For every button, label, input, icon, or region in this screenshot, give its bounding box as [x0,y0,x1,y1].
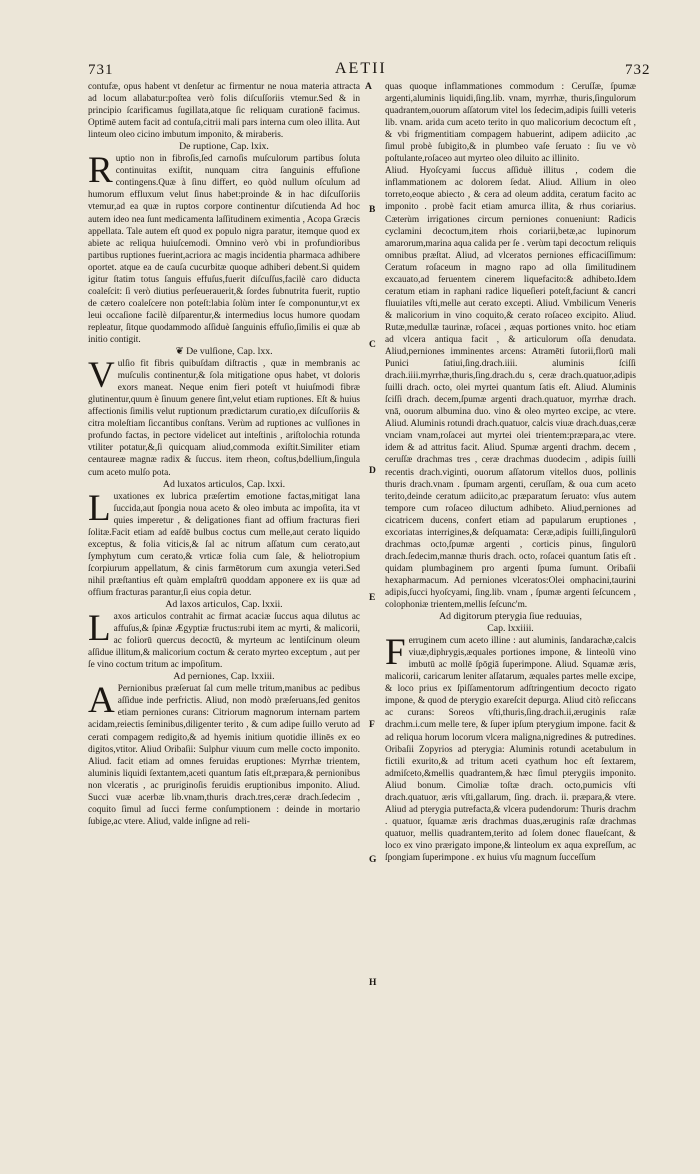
chapter-heading: Ad perniones, Cap. lxxiii. [173,671,275,683]
paragraph: Laxos articulos contrahit ac firmat acaciæ ſuccus aqua dilutus ac affuſus,& ſpinæ Ægyptiæ fructus:rubi item ac myrti, & malicorii, ac foliorū quercus decoctū, & myrteum ac lentiſcinum oleum aſſidue illitum,& malicorium coctum & cerato myrteo exceptum , aut per ſe vino coctum tritum ac impoſitum. [88,608,360,671]
margin-marker-f: F [369,720,375,730]
margin-marker-d: D [369,466,376,476]
chapter-heading: De ruptione, Cap. lxix. [179,141,269,153]
paragraph: quas quoque inflammationes commodum : Ceruſſæ, ſpumæ argenti,aluminis liquidi,ſing.lib. vnam, myrrhæ, thuris,ſingulorum quadrantem,ouorum aſſatorum vitel los ſedecim,adipis ſuilli veteris lib. vnam. arida cum aceto terito in quo malicorium decoctum eſt , & vbi frigmentitiam compagem habuerint, adipem adiicito ,ac ſimul probè ſubigito,& in plumbeo vaſe ſeruato : ſiu ve vò poſtulante,roſaceo aut myrteo oleo diluito ac illinito. [385,82,636,165]
chapter-heading: Ad luxatos articulos, Cap. lxxi. [162,478,286,490]
paragraph: Aliud. Hyoſcyami ſuccus aſſiduè illitus , codem die inflammationem ac dolorem ſedat. Aliud. Allium in oleo torreto,eoque abiecto , & cera ad oleum addita, ceratum facito ac imponito . probè facit etiam amurca illita, & rhus coriarius. Cæterùm irrigationes circum perniones conueniunt: Radicis cyclamini decoctum,item rhois coriarii,betæ,ac lupinorum amarorum,marina aqua calida per ſe . verùm tapi decoctum reliquis omnibus præſtat. Aliud, ad vlceratos perniones efficaciſſimum: Ceratum roſaceum in magno rapo ad olla ſimilitudinem excauato,ad feruentem cinerem liquefacito:& adhibeto.Idem ceratum etiam in raphani radice liqueſieri poteſt,faciunt & cancri fluuiatiles vſti,melle aut cerato excepti. Aliud. Vmbilicum Veneris & malicorium in vino coquito,& cerato roſaceo excipito. Aliud. Rutæ,medullæ taurinæ, roſacei , æquas portiones vnito. hoc etiam ad vlcera antiqua facit , & articulorum oſſa denudata. Aliud,perniones imminentes arcens: Atramēti ſutorii,florū mali Punici ſatiui,ſing.drach.iiii. aluminis ſciſſi drach.iiii.myrrhæ,thuris,ſing.drach.du s, ceræ drach.quatuor,adipis ſuilli drach. octo, olei myrtei quantum ſatis eſt. Aliud. Aluminis ſciſſi drach. decem,ſpumæ argenti drach.quatuor, myrrhæ drach. vnā, ouorum albumina duo. vino & oleo myrteo excipe, ac vtere. Aliud. Aluminis rotundi drach.quatuor, calcis viuæ drach.duas,ceræ vnciam vnam,roſacei aut myrtei olei trientem:præpara,ac vtere. idem & ad attritus facit. Aliud. Spumæ argenti drachm. decem , ceruſſæ drachmas tres , ceræ drachmas duodecim , adipis ſuilli recentis drach.viginti, ouorum aſſatorum vitellos duos, pollinis thuris drach.vnam . ſpumam argenti, ceruſſam, & oua cum aceto terito,deinde ceratum adiicito,ac præparatum ſeruato: vſus autem tempore cum roſaceo diluctum adhibeto. Aliud,perniones ad cicatricem ducens, confert etiam ad papularum eruptiones , excoriatas interrigines,& deſquamata: Ceræ,adipis ſuilli,ſingulorū drachmas octo,ſpumæ argenti , corticis pinus, ſingulorū drach.ſedecim,mannæ thuris drach. octo, roſacei quantum ſatis eſt . quidam plumbaginem pro argenti ſpuma ſumunt. Oribaſii hexapharmacum. Ad perniones vlceratos:Olei omphacini,taurini adipis,ſucci hyoſcyami, ſing.lib. vnam , ſpumæ argenti ſeſcuncem , colophoniæ trientem,mellis ſeſcunc'm. [385,166,636,611]
chapter-heading: ❦ De vulſione, Cap. lxx. [175,346,273,358]
paragraph: APernionibus præſeruat ſal cum melle tritum,manibus ac pedibus aſſidue inde perfrictis. Aliud, non modò præſeruans,ſed genitos etiam perniones curans: Citriorum magnorum internam partem acidam,reiectis ſeminibus,diligenter terito , & cum adipe ſuillo veruto ad cerati compagem redigito,& ad hyemis initium quotidie illinēs ex eo digitos,vtitor. Aliud Oribaſii: Sulphur viuum cum melle cocto imponito. Aliud. facit etiam ad omnes feruidas eruptiones: Myrrhæ trientem, aluminis liquidi ſextantem,aceti quantum ſatis eſt,præpara,& pernionibus non vlceratis , ac pruriginoſis feruidis eruptionibus imponito. Aliud. Succi vuæ acerbæ lib.vnam,thuris drach.tres,ceræ drach.ſedecim , coquito ſimul ad ſucci ferme conſumptionem : deinde in mortario ſubige,ac vtere. Aliud, valde inſigne ad reli- [88,680,360,827]
margin-marker-b: B [369,205,376,215]
paragraph: Vulſio fit fibris quibuſdam diſtractis , quæ in membranis ac muſculis continentur,& ſola mitigatione opus habet, vt doloris exors maneat. Neque enim fieri poteſt vt huiuſmodi fibræ glutinentur,quum è ſinuum genere ſint,velut etiam ruptiones. Eſt & huius affectionis ſimilis velut ruptionum prædictarum curatio,ex diſcuſſoriis & citra moleſtiam ſiccantibus conſtans. Verùm ad ruptiones ac vulſiones in profundo factas, in pectore videlicet aut inteſtinis , ariſtolochia rotunda vtiliter potatur,&,ſi quicquam aliud,commoda exiſtit.Similiter etiam centaureæ magnæ radix & ſuccus. item rheon, coſtus,bdellium,ſingula cum aceto mulſo pota. [88,355,360,478]
margin-marker-a: A [365,82,372,92]
chapter-number: Cap. lxxiiii. [487,623,534,635]
margin-marker-h: H [369,978,377,988]
left-column [88,81,360,828]
chapter-heading: Ad laxos articulos, Cap. lxxii. [165,599,283,611]
page-number-left: 731 [88,62,114,78]
margin-marker-g: G [369,855,377,865]
paragraph: contufæ, opus habent vt denſetur ac firmentur ne noua materia attracta ad locum allabatur:poſtea verò folis diſcuſſoriis vtemur.Sed & in principio ſcarificamus ſugillata,atque ſic reliquam curationē facimus. Optimē autem facit ad contuſa,citrii mali pars interna cum oleo illita. Aut linteum oleo cicino imbutum imponito, & miraberis. [88,82,360,141]
chapter-heading: Ad digitorum pterygia ſiue reduuias, [439,611,582,623]
paragraph: Luxationes ex lubrica præſertim emotione factas,mitigat lana ſuccida,aut ſpongia noua aceto & oleo imbuta ac impoſita, ita vt quies imperetur , & deligationes fiant ad offium fracturas fieri ſolitæ.Facit etiam ad eaſdē bulbus coctus cum melle,aut cerato liquido exceptus, & folia viticis,& ſal ac nitrum aſſatum cum cerato,aut ſymphytum cum cerato,& vrticæ folia cum ſale, & heliotropium ſcorpiurum appellatum, & cinis farmētorum cum axungia veteri.Sed nihil præſtantius eſt quàm emplaſtrū quoddam apponere ex iis quæ ad offium fracturas parantur,ſi eius copia detur. [88,487,360,598]
margin-marker-c: C [369,340,376,350]
right-column [385,81,636,864]
margin-marker-e: E [369,593,376,603]
page-number-right: 732 [625,62,651,78]
paragraph: Ruptio non in fibroſis,ſed carnoſis muſculorum partibus ſoluta continuitas exiſtit, nunquam citra ſanguinis effuſione contingens.Quæ à ſinu differt, eo quòd nullum oſculum ad humorum effluxum velut ſinus habet:proinde & in hac diſcuſſoriis vtemur,ad ea quæ in ruptos corpore continentur diſcutienda Ad hoc autem ideo nea ſunt medicamenta laſſitudinem eximentia , Acopa Græcis appellata. Tale autem eſt quod ex populo nigra paratur, itemque quod ex abiete ac reliqua huiuſcemodi. Omnino verò vbi in profundioribus partibus ruptiones fuerint,acriora ac magis incidentia pharmaca adhibere oportet. atque ea de cauſa cucurbitæ quoque adhiberi debent.Si quidem igitur ſtatim totus ſanguis effuſus,fuerit diſcuſſus,facilè caro diducta coaleſcit: ſi verò diutius perſeuerauerit,& ſordes ſubnutrita fuerit, ruptio de cætero coaleſcere non poteſt:labia ſolùm inter ſe componuntur,vt ex leui occaſione facilè diſparentur,& intermedius locus humore quodam repleatur, ſitque quodammodo aſſiduè ſanguinis effuſio,ſimilis ei quæ ab initio contigit. [88,150,360,345]
running-title: AETII [335,60,387,77]
paragraph: Ferruginem cum aceto illine : aut aluminis, ſandarachæ,calcis viuæ,diphrygis,æquales portiones impone, & linteolū vino imbutū ac mollē ſpōgiā ſuperimpone. Aliud. Squamæ æris, malicorii, caricarum leniter aſſatarum, æquales partes melle excipe, & loco prius ex ſpiſſamentorum adſtringentium decocto rigato impone, & quod de pterygio exareſcit depurga. Aliud citò reſiccans ac curans: Soreos vſti,thuris,ſing.drach.ii,æruginis raſæ drachm.i.cum melle tere, & ſuper ipſum pterygium impone. facit & ad reliqua horum locorum vlcera maligna,nigredines & putredines. Oribaſii Zopyrios ad pterygia: Aluminis rotundi acetabulum in fictili exurito,& ad tritum aceti cyathum hoc eſt ſextarem, admiſceto,&mellis quadrantem,& hæc ſimul pterygiis imponito. Aliud bonum. Cimoliæ toſtæ drach. octo,pumicis vſti drach.quatuor, æris vſti,gallarum, ſing. drach. ii. præpara,& vtere. Aliud ad pterygia putrefacta,& vlcera pudendorum: Thuris drachm . quatuor, ſquamæ æris drachmas duas,æruginis raſæ drachmas quatuor, mellis quadrantem,terito ad ſolem donec flaueſcant, & loco ex vino prærigato impone,& linteolum ex aqua expreſſum, ac ſpongiam ſuperimpone . ex huius vſu magnum ſucceſſum [385,632,636,863]
